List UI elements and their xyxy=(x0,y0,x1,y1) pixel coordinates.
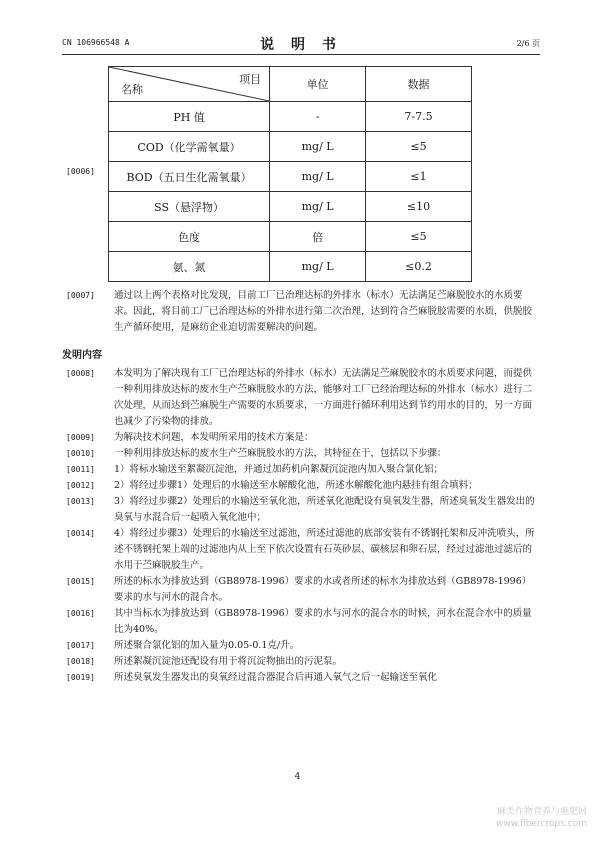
paragraph-number: [0010] xyxy=(66,449,95,458)
table-row xyxy=(109,222,472,252)
row-value: ≤10 xyxy=(366,192,472,222)
row-name: BOD（五日生化需氧量） xyxy=(109,162,270,192)
table-row xyxy=(109,252,472,282)
row-unit: 倍 xyxy=(270,222,366,252)
header-name-label: 名称 xyxy=(121,83,143,96)
watermark-title: 麻类作物营养与施肥网 xyxy=(496,807,587,817)
paragraph-number: [0016] xyxy=(66,609,95,618)
paragraph-0011 xyxy=(62,462,540,478)
table-row xyxy=(109,132,472,162)
header-item-label: 项目 xyxy=(239,73,262,86)
row-value: ≤5 xyxy=(366,132,472,162)
table-row xyxy=(109,192,472,222)
watermark-url: www.fibercrops.com xyxy=(496,819,587,829)
paragraph-0018 xyxy=(62,654,540,670)
paragraph-0017 xyxy=(62,638,540,654)
paragraph-text: 一种利用排放达标的废水生产苎麻脱胶水的方法，其特征在于，包括以下步骤： xyxy=(114,448,447,459)
row-unit: mg/ L xyxy=(270,162,366,192)
paragraph-number: [0007] xyxy=(66,291,95,300)
page-header xyxy=(62,34,540,54)
row-value: ≤1 xyxy=(366,162,472,192)
row-name: COD（化学需氧量） xyxy=(109,132,270,162)
row-name: 色度 xyxy=(109,222,270,252)
paragraph-text: 4）将经过步骤3）处理后的水输送至过滤池，所述过滤池的底部安装有不锈钢托架和反冲洗喷头，所述不锈钢托架上端的过滤池内从上至下依次设置有石英砂层、碳核层和卵石层，经过过滤池过滤后的水用于苎麻脱胶生产。 xyxy=(114,528,535,571)
paragraph-text: 1）将标水输送至絮凝沉淀池，并通过加药机向絮凝沉淀池内加入聚合氯化铝； xyxy=(114,464,444,475)
row-unit: mg/ L xyxy=(270,132,366,162)
paragraph-number: [0017] xyxy=(66,641,95,650)
paragraph-text: 所述的标水为排放达到（GB8978-1996）要求的水或者所述的标水为排放达到（GB8978-1996）要求的水与河水的混合水。 xyxy=(114,576,532,603)
row-name: PH 值 xyxy=(109,102,270,132)
paragraph-number: [0011] xyxy=(66,465,95,474)
paragraph-text: 所述臭氧发生器发出的臭氧经过混合器混合后再通入氧气之后一起输送至氧化 xyxy=(114,672,438,683)
row-value: ≤0.2 xyxy=(366,252,472,282)
paragraph-number: [0012] xyxy=(66,481,95,490)
row-value: ≤5 xyxy=(366,222,472,252)
row-value: 7-7.5 xyxy=(366,102,472,132)
paragraph-number: [0013] xyxy=(66,497,95,506)
diagonal-header-cell xyxy=(109,67,270,102)
row-unit: mg/ L xyxy=(270,192,366,222)
paragraph-text: 所述絮凝沉淀池还配设有用于将沉淀物抽出的污泥泵。 xyxy=(114,656,343,667)
paragraph-0009 xyxy=(62,430,540,446)
paragraph-number: [0009] xyxy=(66,433,95,442)
paragraph-0008 xyxy=(62,366,540,430)
paragraph-0013 xyxy=(62,494,540,526)
paragraph-text: 2）将经过步骤1）处理后的水输送至水解酸化池，所述水解酸化池内悬挂有组合填料； xyxy=(114,480,478,491)
site-watermark xyxy=(496,806,587,830)
water-quality-table xyxy=(108,66,472,282)
paragraph-0007 xyxy=(62,288,540,336)
paragraph-text: 通过以上两个表格对比发现，目前工厂已治理达标的外排水（标水）无法满足苎麻脱胶水的水质要求。因此，将目前工厂已治理达标的外排水进行第二次治理，达到符合苎麻脱胶需要的水质，供脱胶生产循环使用，是麻纺企业迫切需要解决的问题。 xyxy=(114,290,533,333)
patent-number: CN 106966548 A xyxy=(62,38,130,47)
header-unit: 单位 xyxy=(270,67,366,102)
row-name: 氨、氮 xyxy=(109,252,270,282)
paragraph-0019 xyxy=(62,670,540,686)
paragraph-number: [0014] xyxy=(66,529,95,538)
paragraph-text: 其中当标水为排放达到（GB8978-1996）要求的水与河水的混合水的时候，河水在混合水中的质量比为40%。 xyxy=(114,608,532,635)
page-indicator: 2/6 页 xyxy=(516,39,540,48)
document-body xyxy=(62,288,540,686)
page-number: 4 xyxy=(294,772,301,782)
paragraph-0015 xyxy=(62,574,540,606)
paragraph-number: [0018] xyxy=(66,657,95,666)
paragraph-0016 xyxy=(62,606,540,638)
section-title: 发明内容 xyxy=(62,350,102,361)
table-header-row xyxy=(109,67,472,102)
paragraph-0014 xyxy=(62,526,540,574)
paragraph-text: 所述聚合氯化铝的加入量为0.05-0.1克/升。 xyxy=(114,640,300,651)
table-row xyxy=(109,102,472,132)
paragraph-number: [0019] xyxy=(66,673,95,682)
paragraph-text: 本发明为了解决现有工厂已治理达标的外排水（标水）无法满足苎麻脱胶水的水质要求问题，而提供一种利用排放达标的废水生产苎麻脱胶水的方法，能够对工厂已经治理达标的外排水（标水）进行二次处理，从而达到苎麻脱生产需要的水质要求，一方面进行循环利用达到节约用水的目的，另一方面也减少了污染物的排放。 xyxy=(114,368,533,427)
paragraph-text: 3）将经过步骤2）处理后的水输送至氧化池，所述氧化池配设有臭氧发生器，所述臭氧发生器发出的臭氧与水混合后一起喷入氧化池中； xyxy=(114,496,535,523)
row-unit: mg/ L xyxy=(270,252,366,282)
paragraph-number: [0008] xyxy=(66,369,95,378)
paragraph-0010 xyxy=(62,446,540,462)
header-divider xyxy=(62,54,540,55)
paragraph-number-0006: [0006] xyxy=(66,167,95,176)
document-title: 说 明 书 xyxy=(260,37,342,53)
paragraph-text: 为解决技术问题，本发明所采用的技术方案是： xyxy=(114,432,314,443)
row-unit: - xyxy=(270,102,366,132)
header-data: 数据 xyxy=(366,67,472,102)
row-name: SS（悬浮物） xyxy=(109,192,270,222)
paragraph-number: [0015] xyxy=(66,577,95,586)
paragraph-0012 xyxy=(62,478,540,494)
table-row xyxy=(109,162,472,192)
